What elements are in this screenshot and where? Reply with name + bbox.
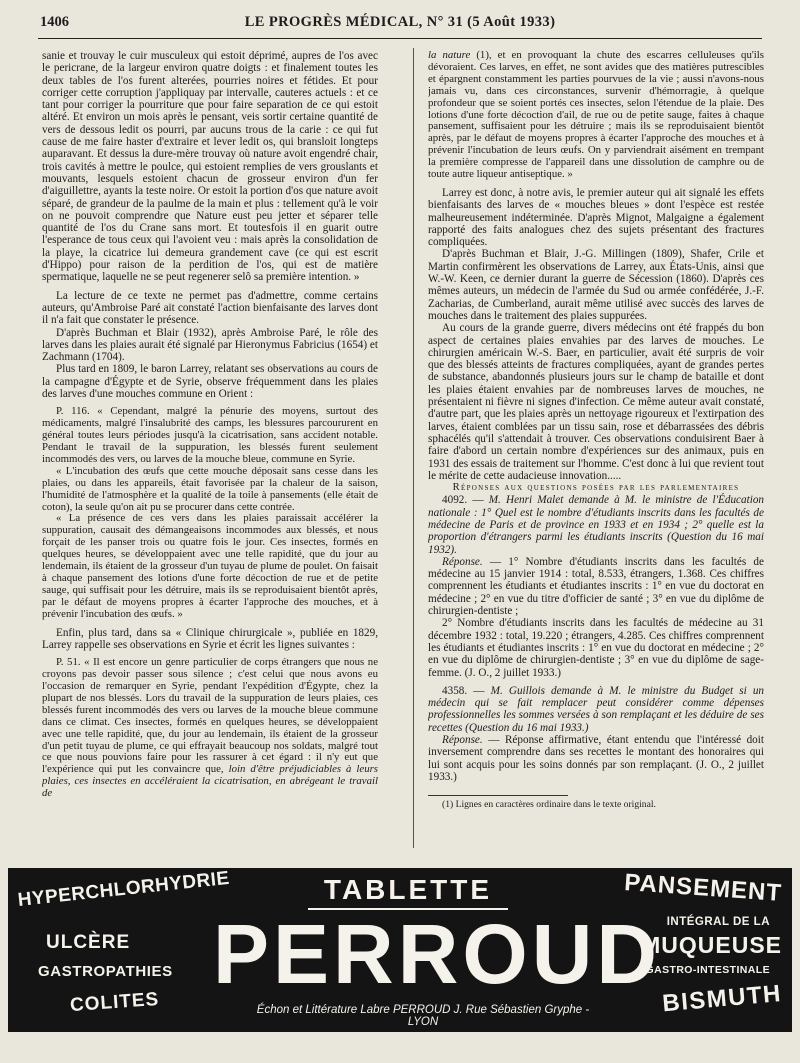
paragraph: La lecture de ce texte ne permet pas d'admettre, comme certains auteurs, qu'Ambroise Paré ait constaté l'action bienfaisante des larves dont il n'a fait que constater le présence. <box>42 289 378 327</box>
page-number: 1406 <box>40 14 69 30</box>
quote-text: (1), et en provoquant la chute des escarres celluleuses qu'ils dévoraient. Ces larves, en effet, ne sont avides que des matières putrescibles et épargnent constamment les parties pourvues de la vie ; aussi n'avons-nous jamais vu, dans ces circonstances, survenir d'hémorragie, à quelque profondeur que se soient portés ces insectes, selon l'étendue de la plaie. Des lotions d'une forte décoction d'ail, de rue ou de petite sauge, faites à chaque pansement, suffisaient pour les détruire ; mais ils se reproduisaient bientôt après, par le défaut de moyens propres à écarter l'approche des mouches et à prévenir l'incubation de leurs œufs. On y parviendrait aisément en trempant la première compresse de l'appareil dans une dissolution de camphre ou de toute autre liqueur antiseptique. » <box>428 50 764 181</box>
column-divider <box>413 48 414 848</box>
ad-right-line: PANSEMENT <box>623 869 783 907</box>
answer-label: Réponse. <box>442 555 483 568</box>
quote-paragraph: « La présence de ces vers dans les plaies paraissait accélérer la suppuration, causait des démangeaisons incommodes aux blessés, et nous forçait de les panser trois ou quatre fois le jour. Ces insectes, formés en quelques heures, se développaient avec une telle rapidité, que du jour au lendemain, ils étaient de la grosseur d'un tuyau de plume de poulet. On faisait à chaque pansement des lotions d'une forte décoction de rue et de petite sauge, qui suffisait pour les détruire, mais ils se reproduisaient bientôt après, par le défaut de moyens propres à écarter l'approche des mouches, et à prévenir l'incubation des œufs. » <box>42 512 378 620</box>
quote-paragraph <box>42 657 378 800</box>
footnote-rule <box>428 795 568 796</box>
ad-manufacturer: Échon et Littérature Labre PERROUD J. Rue Sébastien Gryphe - LYON <box>256 1004 590 1028</box>
answer-text: — Réponse affirmative, étant entendu que l'intéressé doit inversement comprendre dans ses recettes le montant des honoraires qui lui sont acquis pour les soins donnés par son remplaçant. (J. O., 2 juillet 1933.) <box>428 734 764 783</box>
quote-text: P. 51. « Il est encore un genre particulier de corps étrangers que nous ne croyons pas devoir passer sous silence ; c'est celui que nous avons eu l'occasion de remarquer en Syrie, pendant l'expédition d'Égypte, chez la plupart de nos blessés. Lors du travail de la suppuration de leurs plaies, ces blessés furent incommodés des vers ou larves de la mouche bleue commune dans ce climat. Ces insectes, formés en quelques heures, se développaient avec une telle rapidité, que, du jour au lendemain, ils étaient de la grosseur d'un petit tuyau de plume, ce qui effrayait beaucoup nos soldats, malgré tout ce que nous pouvions faire pour les rassurer à cet égard : il n'y eut que l'expérience qui put les convaincre que, <box>42 656 378 776</box>
ad-right-line: INTÉGRAL DE LA <box>666 916 770 928</box>
journal-title: LE PROGRÈS MÉDICAL, N° 31 (5 Août 1933) <box>244 14 556 30</box>
question-number: 4358. — <box>442 684 491 697</box>
ad-right-line: MUQUEUSE <box>641 932 782 958</box>
ad-product-type: TABLETTE <box>308 874 508 910</box>
section-heading: Réponses aux questions posées par les parlementaires <box>452 482 740 494</box>
paragraph: Larrey est donc, à notre avis, le premier auteur qui ait signalé les effets bienfaisants des larves de « mouches bleues » dont l'espèce est restée malheureusement indéterminée. D'après Mignot, Malgaigne a également rapporté des faits analogues chez des sujets présentant des fractures compliquées. <box>428 186 764 249</box>
question-text: M. Henri Malet demande à M. le ministre de l'Éducation nationale : 1° Quel est le nombre d'étudiants inscrits dans les facultés de médecine de Paris et de province en 1933 et en 1934 ; 2° quelle est la proportion d'étrangers parmi les étudiants inscrits (Question du 16 mai 1932). <box>428 494 764 556</box>
question-text: M. Guillois demande à M. le ministre du Budget si un médecin qui se fait remplacer peut considérer comme dépenses professionnelles les sommes versées à son remplaçant et les déduire de ses recettes (Question du 16 mai 1933.) <box>428 684 764 734</box>
footnote: (1) Lignes en caractères ordinaire dans le texte original. <box>442 799 656 811</box>
paragraph: Au cours de la grande guerre, divers médecins ont été frappés du bon aspect de certaines plaies envahies par des larves de mouches. Le chirurgien américain W.-S. Baer, en particulier, avait été surpris de voir que des blessés atteints de fractures compliquées, ayant de grandes pertes de substance, abandonnés plusieurs jours sur le champ de bataille et dont les plaies étaient envahies par de nombreuses larves de mouches, ne présentaient ni fièvre ni signes d'infection. Ce même auteur avait constaté, d'autre part, que les plaies après un nettoyage rigoureux et l'extirpation des larves, étaient comblées par un tissu sain, rose et débarrassées des débris sphacélés qu'il s'attendait à trouver. Ces observations conduisirent Baer à faire d'abord un certain nombre d'expériences sur des animaux, puis en 1931 des essais de traitement sur l'homme. C'est donc à lui que revient tout le mérite de cette audacieuse innovation..... <box>428 322 764 482</box>
ad-left-line: GASTROPATHIES <box>38 963 173 980</box>
ad-brand-name: PERROUD <box>213 907 662 1001</box>
ad-right-line: BISMUTH <box>661 980 784 1018</box>
question-paragraph <box>428 685 764 734</box>
ad-left-line: HYPERCHLORHYDRIE <box>16 868 231 911</box>
answer-paragraph: 2° Nombre d'étudiants inscrits dans les facultés de médecine au 31 décembre 1932 : total, 19.220 ; étrangers, 4.285. Ces chiffres comprennent les étudiants et étudiantes inscrits : 1° en vue du doctorat en médecine ; 2° en vue du diplôme de chirurgien-dentiste ; 3° en vue du diplôme de sage-femme. (J. O., 2 juillet 1933.) <box>428 617 764 679</box>
ad-left-line: ULCÈRE <box>46 932 131 953</box>
paragraph: sanie et trouvay le cuir musculeux qui estoit déprimé, aupres de l'os avec le pericrane, de la largeur environ quatre doigts : et finalement toutes les deux tables de l'os furent alterées, pourries noires et fétides. Et pour corriger cette corruption j'appliquay par intervalle, cauteres actuels : et ce tant pour corriger la pourriture que pour faire separation de ce qui estoit altéré. Et environ un mois après le pensant, veis sortir certaine quantité de vers de dessous ledit os pourri, par aucuns trous de la carie : ce qui fut cause de me faire haster d'extraire et lever ledit os, qui bransloit longteps auparavant. Et dessus la dure-mère trouvay où nature avoit engendré chair, trois cavités à mettre le poulce, qui estoient remplies de vers grouslants et mouvants, lesquels estoient chacun de grosseur environ d'un fer d'aiguillettre, ayants la teste noire. Or estoit la portion d'os que nature avoit séparé, de grandeur de la paulme de la main et plus : tellement qu'à le voir on ne pouvoit comprendre que Nature eust peu jetter et séparer telle quantité de l'os du Crane sans mort. Et toutesfois il en guarit outre l'esperance de tous ceux qui l'avoient veu : mais après la consolidation de la playe, la cicatrice lui demeura grandement cave (ce qui est escrit d'Hippo) pour raison de la perdition de l'os, qui est de matière spermatique, laquelle ne se peut regenerer selô sa première intention. » <box>42 50 378 284</box>
paragraph: Plus tard en 1809, le baron Larrey, relatant ses observations au cours de la campagne d'Égypte et de Syrie, observe fréquemment dans les plaies des larves d'une mouches commune en Orient : <box>42 363 378 401</box>
answer-paragraph <box>428 734 764 783</box>
quote-italic: loin d'être préjudiciables à leurs plaies, ces insectes en accéléraient la cicatrisation, en abrégeant le travail de <box>42 763 378 800</box>
answer-text: — 1° Nombre d'étudiants inscrits dans les facultés de médecine au 15 janvier 1914 : total, 8.533, étrangers, 1.368. Ces chiffres comprennent les étudiants et étudiantes inscrits : 1° en vue du doctorat en médecine ; 2° en vue du titre d'officier de santé ; 3° en vue du diplôme de chirurgien-dentiste ; <box>428 555 764 618</box>
paragraph: Enfin, plus tard, dans sa « Clinique chirurgicale », publiée en 1829, Larrey rappelle ses observations en Syrie et écrit les lignes suivantes : <box>42 626 378 651</box>
quote-italic: la nature <box>428 50 471 61</box>
left-column <box>42 50 378 842</box>
question-number: 4092. — <box>442 494 489 507</box>
running-header <box>40 14 760 36</box>
paragraph: D'après Buchman et Blair (1932), après Ambroise Paré, le rôle des larves dans les plaies aurait été signalé par Hieronymus Fabricius (1654) et Zachmann (1704). <box>42 326 378 364</box>
answer-label: Réponse. <box>442 734 483 747</box>
answer-paragraph <box>428 556 764 617</box>
ad-right-line: GASTRO-INTESTINALE <box>645 964 770 976</box>
paragraph: D'après Buchman et Blair, J.-G. Millingen (1809), Shafer, Crile et Martin confirmèrent les observations de Larrey, aux États-Unis, ainsi que W.-W. Keen, ce dernier durant la guerre de Sécession (1860). D'après ces mêmes auteurs, un médecin de l'armée du Sud ou armée confédérée, J.-F. Zacharias, de Cumberland, aurait même utilisé avec succès des larves de mouches dans le traitement des plaies suppurées. <box>428 248 764 322</box>
right-column <box>428 50 764 842</box>
advertisement-banner <box>8 868 792 1032</box>
quote-paragraph: P. 116. « Cependant, malgré la pénurie des moyens, surtout des médicaments, malgré l'insalubrité des camps, les blessures parcoururent en général toutes leurs périodes jusqu'à la cicatrisation, sans accident notable. Pendant le travail de la suppuration, les blessés furent seulement incommodés des vers, ou larves de la mouche bleue, commune en Syrie. <box>42 405 378 465</box>
question-paragraph <box>428 494 764 555</box>
ad-left-line: COLITES <box>69 988 160 1017</box>
header-rule <box>38 38 762 39</box>
quote-paragraph <box>428 50 764 181</box>
quote-paragraph: « L'incubation des œufs que cette mouche déposait sans cesse dans les plaies, ou dans les appareils, était favorisée par la chaleur de la saison, l'humidité de l'atmosphère et la qualité de la toile à pansements (elle était de coton), la seule qu'on ait pu se procurer dans cette contrée. <box>42 464 378 513</box>
